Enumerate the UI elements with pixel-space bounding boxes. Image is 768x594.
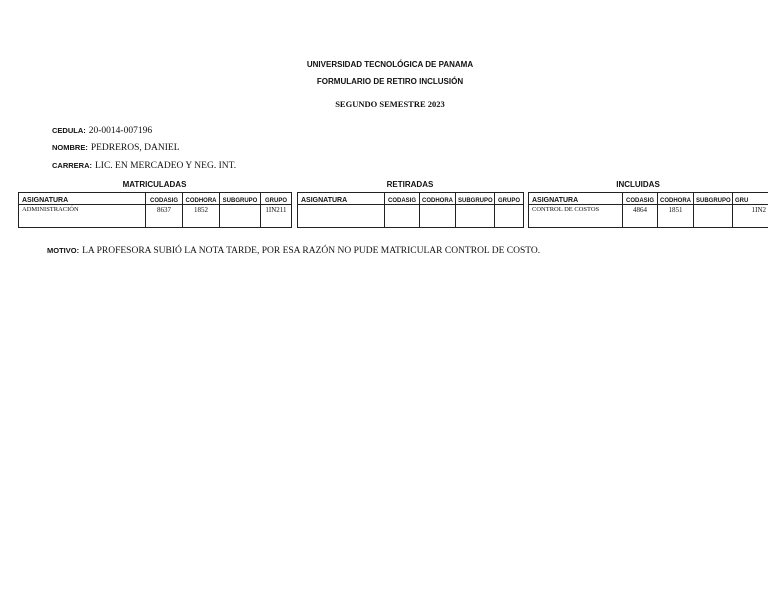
table-header-row: [298, 193, 524, 205]
table-row: [529, 205, 768, 228]
cell-codasig: [385, 205, 420, 228]
col-codhora: CODHORA: [420, 193, 456, 205]
university-title: UNIVERSIDAD TECNOLÓGICA DE PANAMA: [306, 60, 474, 69]
col-subgrupo: SUBGRUPO: [694, 193, 733, 205]
cedula-value: 20-0014-007196: [88, 126, 153, 136]
cell-codhora: [420, 205, 456, 228]
table-header-row: [19, 193, 292, 205]
col-grupo: GRU: [733, 193, 768, 205]
motivo-value: LA PROFESORA SUBIÓ LA NOTA TARDE, POR ESA RAZÓN NO PUDE MATRICULAR CONTROL DE COSTO.: [82, 246, 541, 256]
col-codasig: CODASIG: [623, 193, 658, 205]
cell-asignatura: [298, 205, 385, 228]
matriculadas-table: [18, 192, 292, 228]
col-asignatura: ASIGNATURA: [19, 193, 146, 205]
col-subgrupo: SUBGRUPO: [220, 193, 261, 205]
nombre-value: PEDREROS, DANIEL: [90, 143, 180, 153]
carrera-field: [52, 155, 236, 173]
incluidas-title: INCLUIDAS: [616, 180, 660, 189]
cell-codhora: 1851: [658, 205, 694, 228]
cell-grupo: [495, 205, 524, 228]
col-grupo: GRUPO: [261, 193, 292, 205]
col-codasig: CODASIG: [385, 193, 420, 205]
cell-subgrupo: [456, 205, 495, 228]
col-codasig: CODASIG: [146, 193, 183, 205]
cell-grupo: 1IN211: [261, 205, 292, 228]
cell-codasig: 8637: [146, 205, 183, 228]
col-codhora: CODHORA: [183, 193, 220, 205]
table-row: [19, 205, 292, 228]
semester-title: SEGUNDO SEMESTRE 2023: [335, 99, 445, 109]
carrera-label: CARRERA:: [52, 161, 92, 170]
nombre-label: NOMBRE:: [52, 143, 88, 152]
retiradas-table: [297, 192, 524, 228]
cedula-field: [52, 120, 152, 138]
table-row: [298, 205, 524, 228]
nombre-field: [52, 137, 180, 155]
retiradas-title: RETIRADAS: [386, 180, 434, 189]
matriculadas-title: MATRICULADAS: [122, 180, 187, 189]
cell-asignatura: ADMINISTRACIÓN: [19, 205, 146, 228]
motivo-label: MOTIVO:: [47, 246, 80, 255]
cell-codhora: 1852: [183, 205, 220, 228]
cedula-label: CEDULA:: [52, 126, 86, 135]
form-title: FORMULARIO DE RETIRO INCLUSIÓN: [316, 77, 464, 86]
motivo-field: [47, 240, 540, 258]
cell-grupo: 1IN2: [733, 205, 768, 228]
col-subgrupo: SUBGRUPO: [456, 193, 495, 205]
col-asignatura: ASIGNATURA: [298, 193, 385, 205]
incluidas-table: [528, 192, 768, 228]
table-header-row: [529, 193, 768, 205]
cell-subgrupo: [694, 205, 733, 228]
col-asignatura: ASIGNATURA: [529, 193, 623, 205]
col-codhora: CODHORA: [658, 193, 694, 205]
carrera-value: LIC. EN MERCADEO Y NEG. INT.: [95, 161, 237, 171]
col-grupo: GRUPO: [495, 193, 524, 205]
cell-asignatura: CONTROL DE COSTOS: [529, 205, 623, 228]
cell-subgrupo: [220, 205, 261, 228]
cell-codasig: 4864: [623, 205, 658, 228]
